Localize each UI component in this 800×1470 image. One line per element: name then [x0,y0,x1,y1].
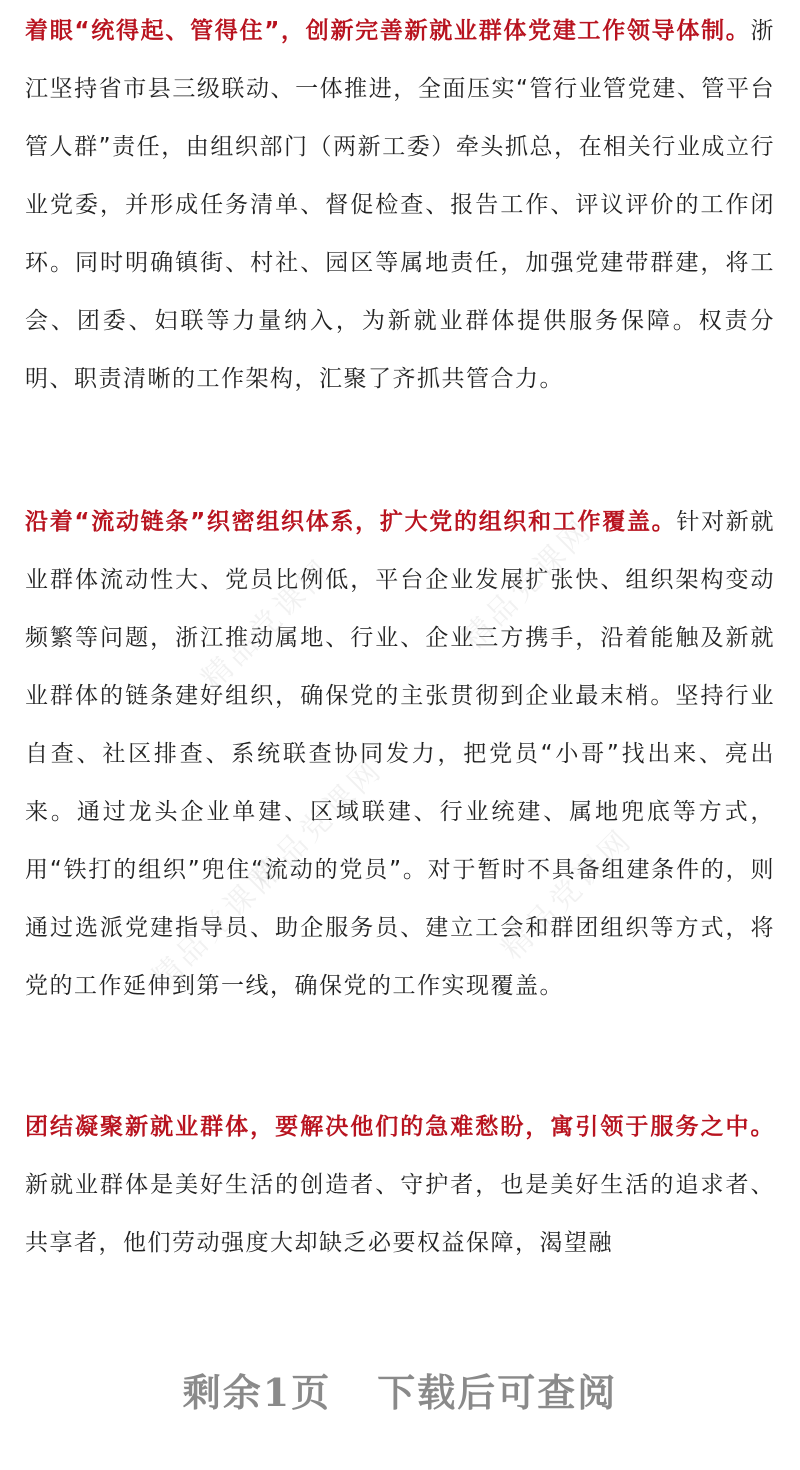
watermark: 精品党课网 [194,551,340,697]
paragraph-1-body: 浙江坚持省市县三级联动、一体推进，全面压实“管行业管党建、管平台管人群”责任，由组织部门（两新工委）牵头抓总，在相关行业成立行业党委，并形成任务清单、督促检查、报告工作、评议评价的工作闭环。同时明确镇街、村社、园区等属地责任，加强党建带群建，将工会、团委、妇联等力量纳入，为新就业群体提供服务保障。权责分明、职责清晰的工作架构，汇聚了齐抓共管合力。 [25,18,775,392]
paragraph-3-body: 新就业群体是美好生活的创造者、守护者，也是美好生活的追求者、共享者，他们劳动强度大却缺乏必要权益保障，渴望融 [25,1172,775,1256]
download-to-view-text: 下载后可查阅 [377,1370,618,1415]
watermark: 精品党课网 [244,751,390,897]
paragraph-1 [25,2,775,408]
paragraph-2 [25,493,775,1015]
watermark: 精品党课网 [454,511,600,657]
paragraph-1-lead: 着眼“统得起、管得住”，创新完善新就业群体党建工作领导体制。 [25,18,751,44]
paragraph-2-lead: 沿着“流动链条”织密组织体系，扩大党的组织和工作覆盖。 [25,509,677,535]
paragraph-2-body: 针对新就业群体流动性大、党员比例低，平台企业发展扩张快、组织架构变动频繁等问题，浙江推动属地、行业、企业三方携手，沿着能触及新就业群体的链条建好组织，确保党的主张贯彻到企业最末梢。坚持行业自查、社区排查、系统联查协同发力，把党员“小哥”找出来、亮出来。通过龙头企业单建、区域联建、行业统建、属地兜底等方式，用“铁打的组织”兜住“流动的党员”。对于暂时不具备组建条件的，则通过选派党建指导员、助企服务员、建立工会和群团组织等方式，将党的工作延伸到第一线，确保党的工作实现覆盖。 [25,509,776,999]
watermark: 精品党课网 [494,821,640,967]
download-notice[interactable] [0,1362,800,1417]
paragraph-3 [25,1098,775,1272]
remaining-pages-text: 剩余1页 [182,1370,332,1415]
paragraph-3-lead: 团结凝聚新就业群体，要解决他们的急难愁盼，寓引领于服务之中。 [25,1114,775,1140]
watermark: 精品党课网 [144,851,290,997]
